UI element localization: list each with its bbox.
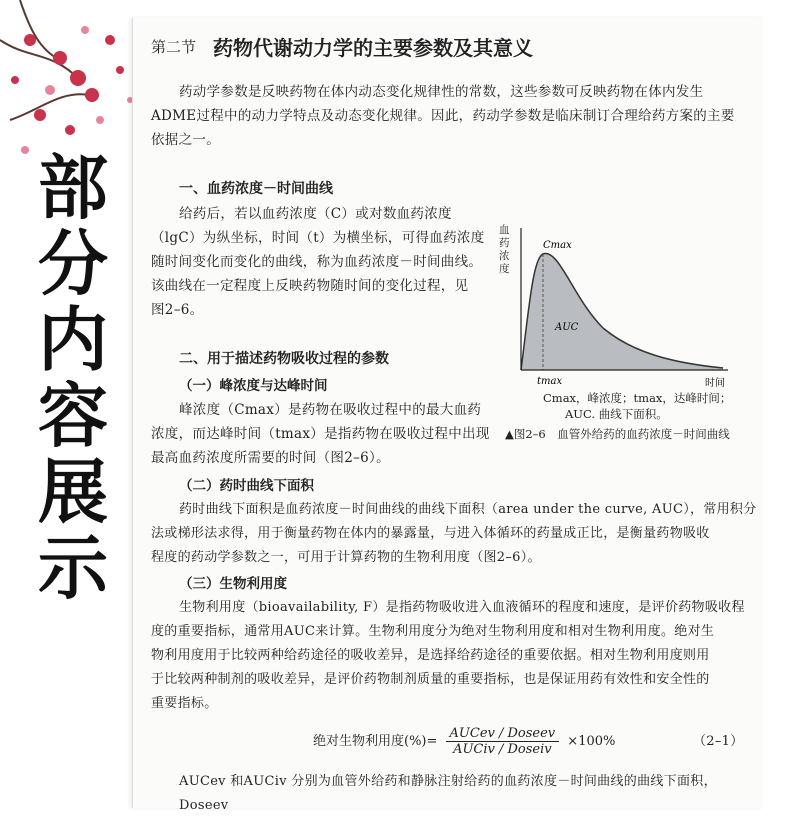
section3-line: 药时曲线下面积是血药浓度－时间曲线的曲线下面积（area under the curve, AUC），常用积分 xyxy=(179,502,757,517)
figure-legend-2: AUC. 曲线下面积。 xyxy=(565,407,668,421)
section4-line: 生物利用度（bioavailability, F）是指药物吸收进入血液循环的程度和速度，是评价药物吸收程 xyxy=(179,600,745,615)
section4-line: 物利用度用于比较两种给药途径的吸收差异，是选择给药途径的重要依据。相对生物利用度则用 xyxy=(151,648,710,663)
section2-line: 浓度，而达峰时间（tmax）是指药物在吸收过程中出现 xyxy=(151,426,490,442)
section1-line: 给药后，若以血药浓度（C）或对数血药浓度 xyxy=(179,206,452,222)
section2-line: 最高血药浓度所需要的时间（图2–6）。 xyxy=(151,450,390,466)
figure-caption: ▲图2–6 血管外给药的血药浓度－时间曲线 xyxy=(505,427,730,441)
auc-label: AUC xyxy=(555,322,579,333)
last-line: AUCev 和AUCiv 分别为血管外给药和静脉注射给药的血药浓度－时间曲线的曲线下面积，Doseev xyxy=(179,774,717,813)
section4-line: 度的重要指标，通常用AUC来计算。生物利用度分为绝对生物利用度和相对生物利用度。绝对生 xyxy=(151,624,715,639)
pk-curve-figure xyxy=(493,218,733,393)
formula-lhs: 绝对生物利用度(%)= xyxy=(313,734,438,749)
section1-line: 图2–6。 xyxy=(151,302,204,318)
intro-line: 药动学参数是反映药物在体内动态变化规律性的常数，这些参数可反映药物在体内发生 xyxy=(179,84,704,100)
side-label xyxy=(18,147,128,609)
book-page xyxy=(132,18,763,813)
section1-line: （lgC）为纵坐标，时间（t）为横坐标，可得血药浓度 xyxy=(151,230,485,246)
intro-line: ADME过程中的动力学特点及动态变化规律。因此，药动学参数是临床制订合理给药方案的主要 xyxy=(151,108,735,124)
side-label-char: 部 xyxy=(38,147,108,229)
section-title: 药物代谢动力学的主要参数及其意义 xyxy=(213,36,533,60)
formula-tail: ×100% xyxy=(567,734,616,749)
section3-line: 程度的药动学参数之一，可用于计算药物的生物利用度（图2–6）。 xyxy=(151,550,541,565)
side-label-char: 示 xyxy=(38,527,108,609)
heading-2-3: （三）生物利用度 xyxy=(179,576,287,592)
side-label-char: 内 xyxy=(38,299,108,381)
y-axis-label: 血药浓度 xyxy=(499,224,510,275)
side-label-char: 分 xyxy=(38,223,108,305)
tmax-label: tmax xyxy=(537,376,563,387)
intro-line: 依据之一。 xyxy=(151,132,220,148)
formula-fraction xyxy=(446,726,560,757)
side-label-char: 展 xyxy=(38,451,108,533)
section2-line: 峰浓度（Cmax）是药物在吸收过程中的最大血药 xyxy=(179,402,482,418)
section4-line: 重要指标。 xyxy=(151,696,218,711)
section3-line: 法或梯形法求得，用于衡量药物在体内的暴露量，与进入体循环的药量成正比，是衡量药物吸收 xyxy=(151,526,710,541)
formula-denominator: AUCiv / Doseiv xyxy=(453,742,552,757)
auc-area xyxy=(521,254,723,370)
cmax-label: Cmax xyxy=(543,240,572,251)
formula-number: （2–1） xyxy=(693,734,744,749)
heading-1: 一、血药浓度－时间曲线 xyxy=(179,181,333,197)
section-number: 第二节 xyxy=(151,38,197,56)
section1-line: 该曲线在一定程度上反映药物随时间的变化过程，见 xyxy=(151,278,469,294)
formula-2-1 xyxy=(313,726,615,757)
heading-2: 二、用于描述药物吸收过程的参数 xyxy=(179,351,389,367)
side-label-char: 容 xyxy=(38,375,108,457)
section4-line: 于比较两种制剂的吸收差异，是评价药物制剂质量的重要指标，也是保证用药有效性和安全性的 xyxy=(151,672,710,687)
figure-legend-1: Cmax，峰浓度；tmax，达峰时间； xyxy=(543,391,732,405)
heading-2-1: （一）峰浓度与达峰时间 xyxy=(179,378,328,394)
x-axis-label: 时间 xyxy=(705,378,725,389)
heading-2-2: （二）药时曲线下面积 xyxy=(179,478,314,494)
formula-numerator: AUCev / Doseev xyxy=(446,726,560,742)
section1-line: 随时间变化而变化的曲线，称为血药浓度－时间曲线。 xyxy=(151,254,483,270)
